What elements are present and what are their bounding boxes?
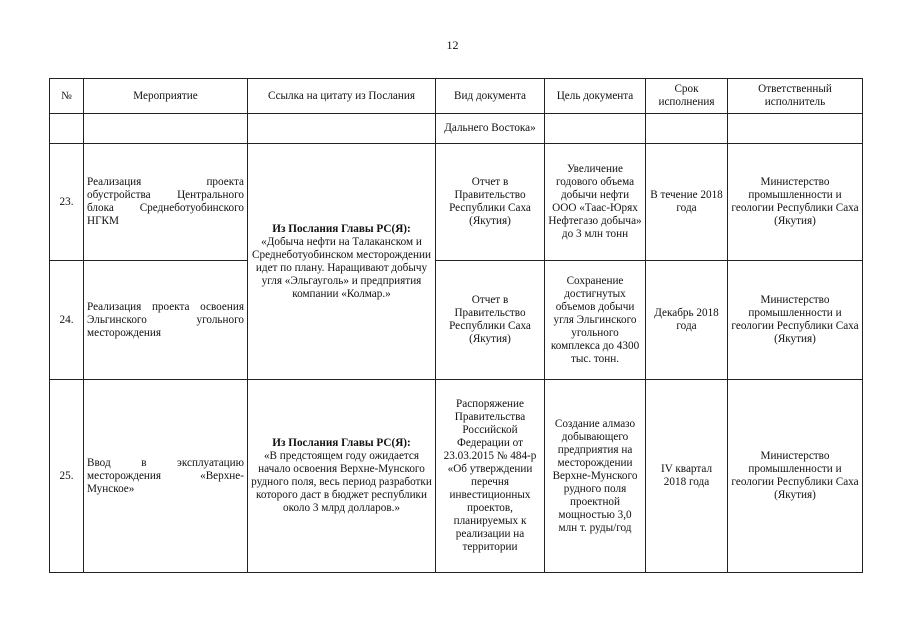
cell-empty bbox=[50, 114, 84, 144]
cell-doc-goal: Создание алмазо добывающего предприятия на месторождении Верхне-Мунского рудного поля проектной мощностью 3,0 млн т. руды/год bbox=[545, 380, 646, 573]
cell-num: 24. bbox=[50, 261, 84, 380]
measures-table bbox=[49, 78, 863, 573]
header-num: № bbox=[50, 79, 84, 114]
table-row bbox=[50, 261, 863, 380]
table-row bbox=[50, 144, 863, 261]
quote-text: «Добыча нефти на Талаканском и Среднеботуобинском месторождении идет по плану. Наращивают добычу угля «Эльгауголь» и предприятия компании «Колмар.» bbox=[252, 235, 431, 300]
table-header-row bbox=[50, 79, 863, 114]
header-quote: Ссылка на цитату из Послания bbox=[248, 79, 436, 114]
quote-text: «В предстоящем году ожидается начало освоения Верхне-Мунского рудного поля, весь период разработки которого даст в бюджет республики около 3 млрд долларов.» bbox=[251, 450, 432, 514]
cell-doc-type: Распоряжение Правительства Российской Федерации от 23.03.2015 № 484-р «Об утверждении перечня инвестиционных проектов, планируемых к реализации на территории bbox=[436, 380, 545, 573]
cell-responsible: Министерство промышленности и геологии Республики Саха (Якутия) bbox=[728, 144, 863, 261]
quote-title: Из Послания Главы РС(Я): bbox=[272, 437, 411, 449]
cell-doc-type: Дальнего Востока» bbox=[436, 114, 545, 144]
cell-doc-goal: Увеличение годового объема добычи нефти ООО «Таас-Юрях Нефтегазо добыча» до 3 млн тонн bbox=[545, 144, 646, 261]
quote-title: Из Послания Главы РС(Я): bbox=[272, 222, 411, 235]
cell-doc-goal: Сохранение достигнутых объемов добычи угля Эльгинского угольного комплекса до 4300 тыс. тонн. bbox=[545, 261, 646, 380]
cell-quote bbox=[248, 380, 436, 573]
cell-responsible: Министерство промышленности и геологии Республики Саха (Якутия) bbox=[728, 380, 863, 573]
cell-empty bbox=[248, 114, 436, 144]
cell-term: В течение 2018 года bbox=[646, 144, 728, 261]
cell-empty bbox=[84, 114, 248, 144]
cell-doc-type: Отчет в Правительство Республики Саха (Якутия) bbox=[436, 144, 545, 261]
header-measure: Мероприятие bbox=[84, 79, 248, 114]
cell-empty bbox=[728, 114, 863, 144]
header-term: Срок исполнения bbox=[646, 79, 728, 114]
cell-num: 25. bbox=[50, 380, 84, 573]
cell-num: 23. bbox=[50, 144, 84, 261]
cell-quote bbox=[248, 144, 436, 380]
header-responsible: Ответственный исполнитель bbox=[728, 79, 863, 114]
continuation-row bbox=[50, 114, 863, 144]
cell-measure: Ввод в эксплуатацию месторождения «Верхне-Мунское» bbox=[84, 380, 248, 573]
cell-measure: Реализация проекта освоения Эльгинского угольного месторождения bbox=[84, 261, 248, 380]
header-doc-goal: Цель документа bbox=[545, 79, 646, 114]
cell-term: IV квартал 2018 года bbox=[646, 380, 728, 573]
cell-responsible: Министерство промышленности и геологии Республики Саха (Якутия) bbox=[728, 261, 863, 380]
cell-term: Декабрь 2018 года bbox=[646, 261, 728, 380]
cell-empty bbox=[545, 114, 646, 144]
cell-doc-type: Отчет в Правительство Республики Саха (Якутия) bbox=[436, 261, 545, 380]
table-row bbox=[50, 380, 863, 573]
cell-empty bbox=[646, 114, 728, 144]
page-number: 12 bbox=[446, 38, 459, 52]
header-doc-type: Вид документа bbox=[436, 79, 545, 114]
cell-measure: Реализация проекта обустройства Центрального блока Среднеботуобинского НГКМ bbox=[84, 144, 248, 261]
